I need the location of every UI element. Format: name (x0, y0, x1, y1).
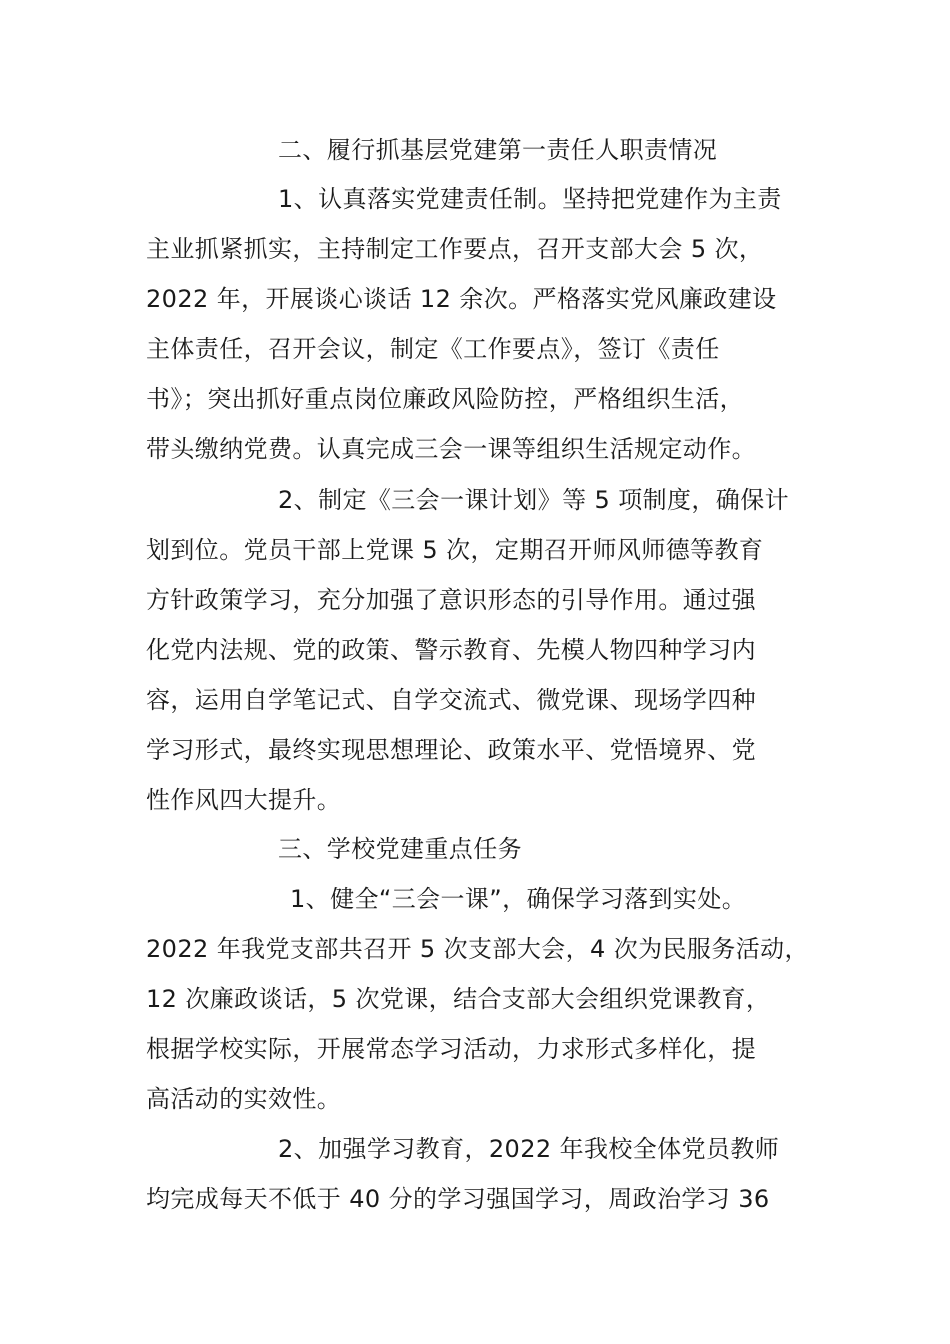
paragraph-line: 2、加强学习教育，2022 年我校全体党员教师 (278, 1135, 780, 1163)
paragraph-line: 化党内法规、党的政策、警示教育、先模人物四种学习内 (146, 636, 756, 664)
paragraph-line: 容，运用自学笔记式、自学交流式、微党课、现场学四种 (146, 686, 756, 714)
paragraph-line: 12 次廉政谈话，5 次党课，结合支部大会组织党课教育， (146, 985, 771, 1013)
paragraph-line: 学习形式，最终实现思想理论、政策水平、党悟境界、党 (146, 736, 756, 764)
paragraph-line: 划到位。党员干部上党课 5 次，定期召开师风师德等教育 (146, 536, 764, 564)
paragraph-line: 方针政策学习，充分加强了意识形态的引导作用。通过强 (146, 586, 756, 614)
section-heading-3: 三、学校党建重点任务 (278, 835, 522, 863)
paragraph-line: 1、认真落实党建责任制。坚持把党建作为主责 (278, 185, 782, 213)
paragraph-line: 根据学校实际，开展常态学习活动，力求形式多样化，提 (146, 1035, 756, 1063)
paragraph-line: 高活动的实效性。 (146, 1085, 342, 1113)
paragraph-line: 均完成每天不低于 40 分的学习强国学习，周政治学习 36 (146, 1185, 770, 1213)
paragraph-line: 1、健全“三会一课”，确保学习落到实处。 (290, 885, 747, 913)
section-heading-2: 二、履行抓基层党建第一责任人职责情况 (278, 136, 718, 164)
paragraph-line: 2、制定《三会一课计划》等 5 项制度，确保计 (278, 486, 789, 514)
paragraph-line: 书》；突出抓好重点岗位廉政风险防控，严格组织生活， (146, 385, 744, 413)
paragraph-line: 2022 年，开展谈心谈话 12 余次。严格落实党风廉政建设 (146, 285, 777, 313)
paragraph-line: 带头缴纳党费。认真完成三会一课等组织生活规定动作。 (146, 435, 756, 463)
paragraph-line: 2022 年我党支部共召开 5 次支部大会，4 次为民服务活动， (146, 935, 809, 963)
paragraph-line: 主业抓紧抓实，主持制定工作要点，召开支部大会 5 次， (146, 235, 764, 263)
paragraph-line: 性作风四大提升。 (146, 786, 342, 814)
paragraph-line: 主体责任，召开会议，制定《工作要点》，签订《责任 (146, 335, 720, 363)
